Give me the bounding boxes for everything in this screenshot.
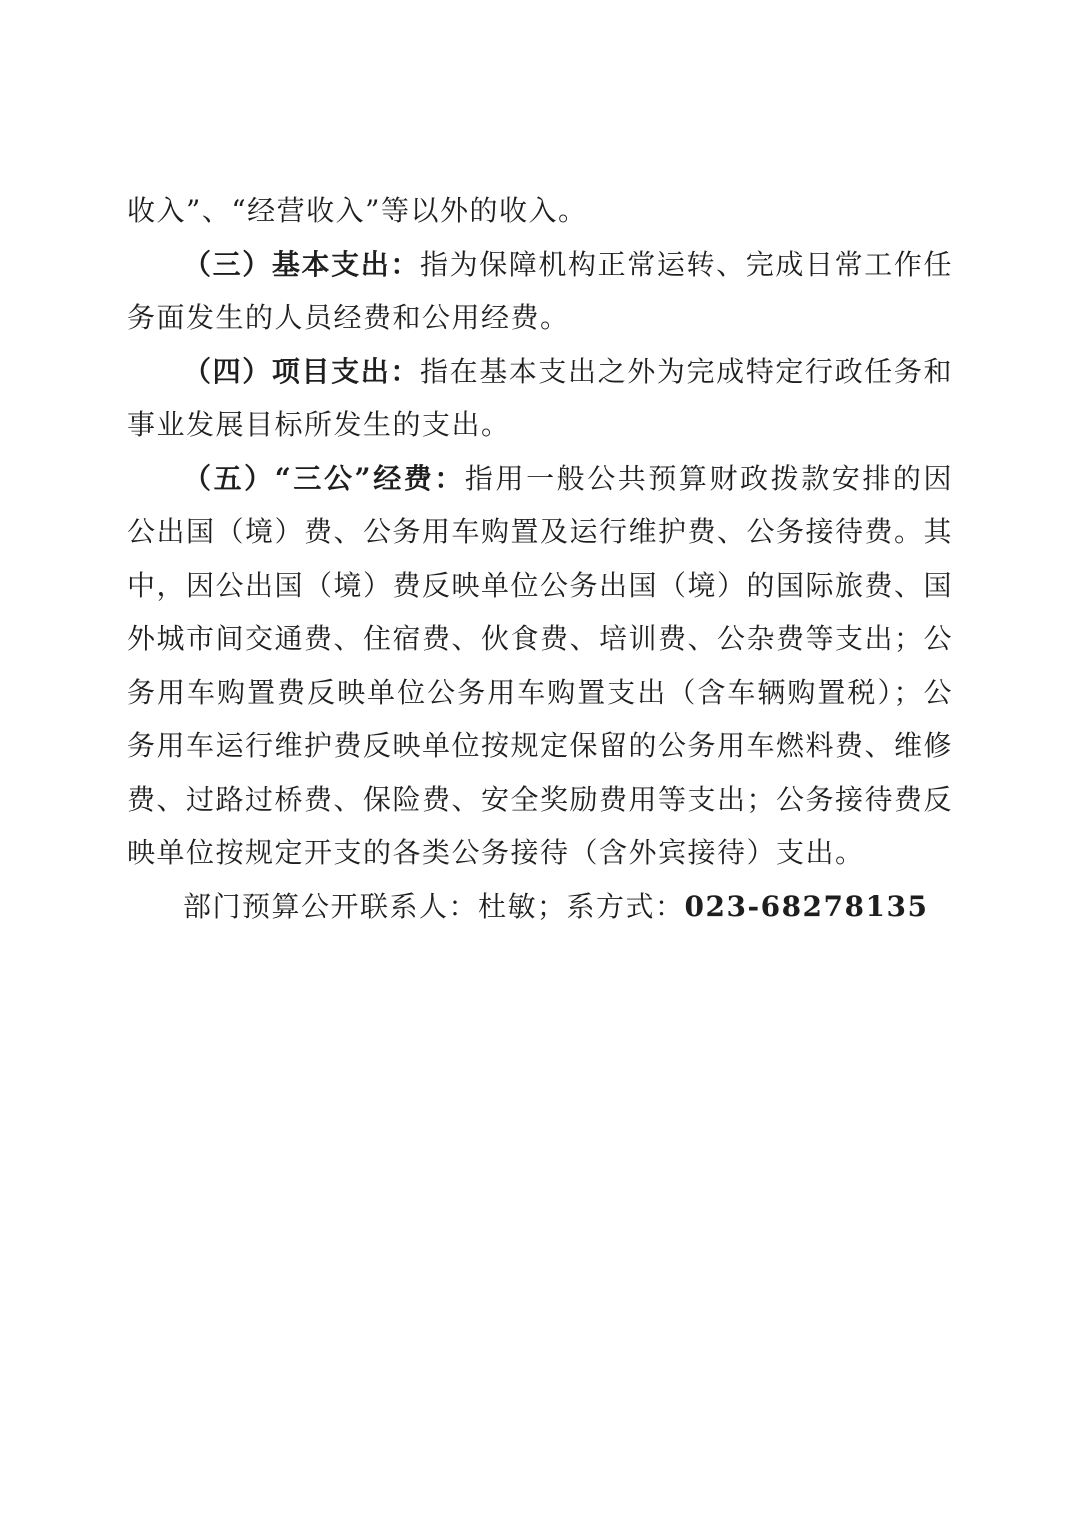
definition-three-public-funds: 指用一般公共预算财政拨款安排的因公出国（境）费、公务用车购置及运行维护费、公务接待费。其中，因公出国（境）费反映单位公务出国（境）的国际旅费、国外城市间交通费、住宿费、伙食费、培训费、公杂费等支出；公务用车购置费反映单位公务用车购置支出（含车辆购置税）；公务用车运行维护费反映单位按规定保留的公务用车燃料费、维修费、过路过桥费、保险费、安全奖励费用等支出；公务接待费反映单位按规定开支的各类公务接待（含外宾接待）支出。 — [127, 461, 954, 869]
definition-basic-expenditure: 指为保障机构正常运转、完成日常工作任务面发生的人员经费和公用经费。 — [127, 247, 953, 334]
contact-label: 部门预算公开联系人：杜敏；系方式： — [183, 889, 685, 923]
paragraph-4 — [127, 452, 953, 880]
paragraph-3 — [127, 345, 953, 452]
term-project-expenditure: （四）项目支出： — [183, 354, 420, 388]
definition-project-expenditure: 指在基本支出之外为完成特定行政任务和事业发展目标所发生的支出。 — [127, 354, 953, 441]
contact-phone: 023-68278135 — [684, 889, 929, 923]
term-three-public-funds: （五）“三公”经费： — [183, 461, 465, 495]
paragraph-2 — [127, 238, 953, 345]
document-body — [127, 184, 953, 933]
continuation-line: 收入”、“经营收入”等以外的收入。 — [127, 194, 588, 227]
term-basic-expenditure: （三）基本支出： — [183, 247, 420, 281]
paragraph-1 — [127, 184, 953, 238]
paragraph-5 — [127, 880, 953, 934]
